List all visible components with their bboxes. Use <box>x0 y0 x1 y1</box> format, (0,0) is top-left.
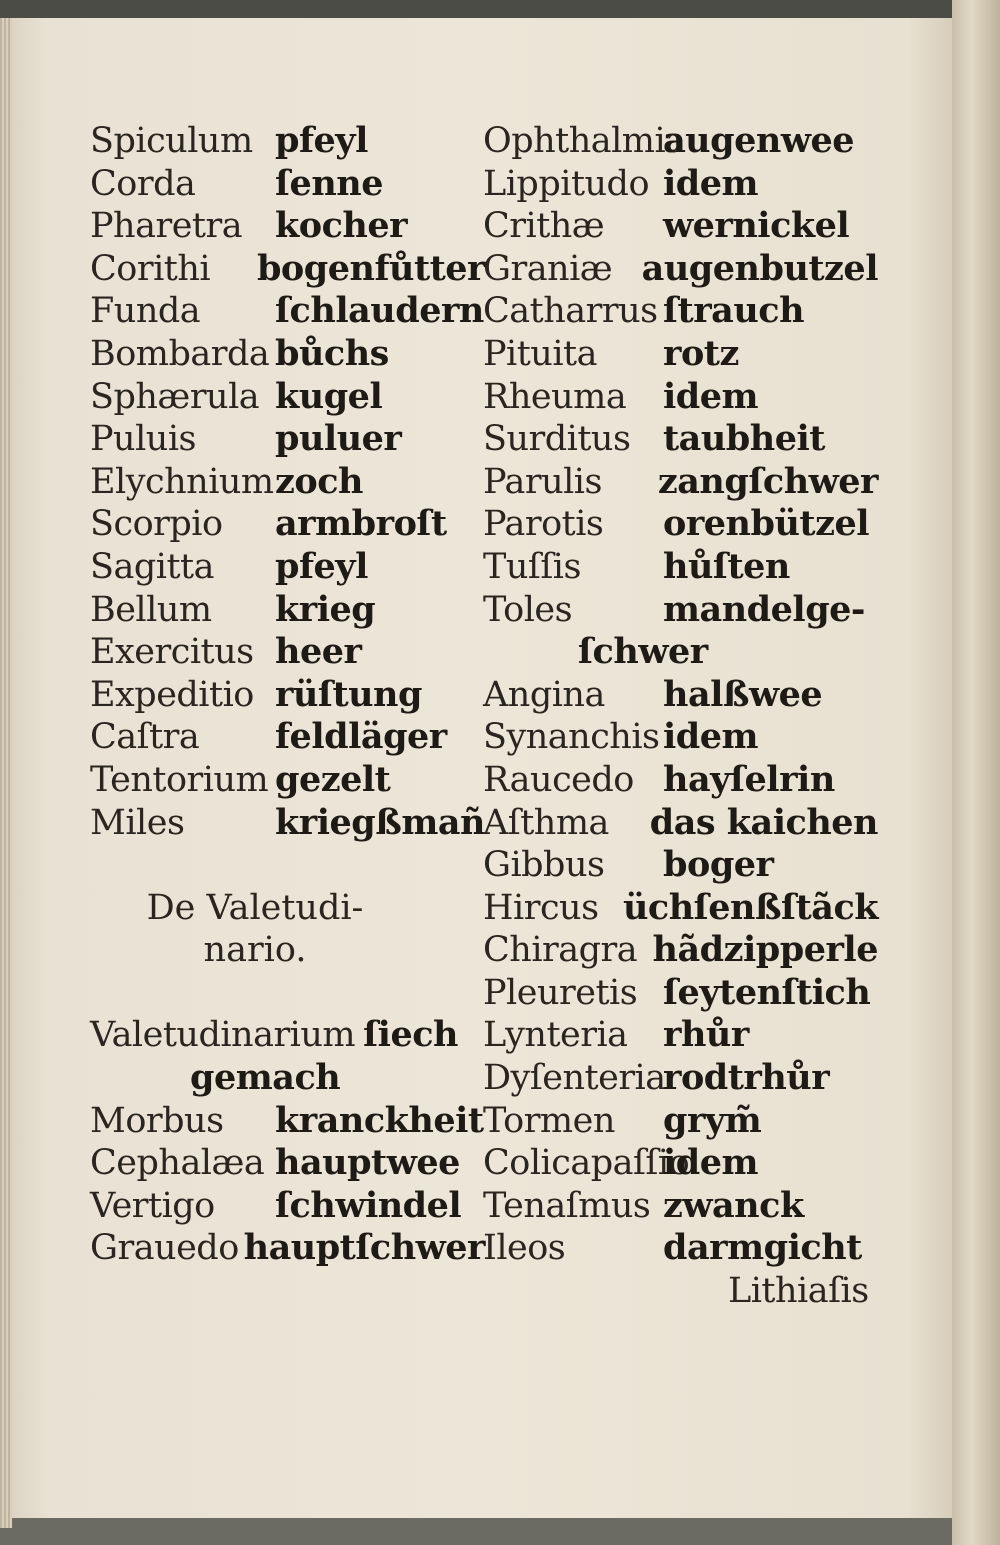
german-term: grym̃ <box>663 1099 762 1141</box>
entry-row <box>483 844 878 887</box>
german-term: hůſten <box>663 545 790 587</box>
latin-term: Morbus <box>90 1100 224 1141</box>
entry-row <box>90 631 485 674</box>
latin-term: Toles <box>483 589 573 630</box>
entry-row <box>90 1014 485 1057</box>
latin-term: Lippitudo <box>483 163 650 204</box>
german-term: augenwee <box>663 120 854 161</box>
latin-term: Catharrus <box>483 291 658 332</box>
german-term: kocher <box>275 205 408 247</box>
heading-line-2: nario. <box>203 930 307 971</box>
german-term: puluer <box>275 418 402 460</box>
german-term: rodtrhůr <box>663 1057 830 1099</box>
entry-row <box>90 333 485 376</box>
latin-term: Dyſenteria <box>483 1058 666 1099</box>
german-term: krieg <box>275 588 376 630</box>
latin-term: Bellum <box>90 589 212 630</box>
entry-row <box>90 376 485 419</box>
german-term-continuation: gemach <box>190 1057 341 1099</box>
latin-term: Pleuretis <box>483 972 638 1013</box>
latin-term: Lynteria <box>483 1015 628 1056</box>
latin-term: Tenaſmus <box>483 1185 651 1226</box>
german-term: pfeyl <box>275 545 368 587</box>
german-term: zangſchwer <box>657 460 878 502</box>
german-term: kriegßmañ <box>275 801 485 843</box>
german-term: gezelt <box>275 758 391 800</box>
german-term: zwanck <box>663 1184 804 1226</box>
german-term: zoch <box>275 460 363 502</box>
german-term: ſenne <box>275 162 383 204</box>
german-term: taubheit <box>663 418 825 460</box>
german-term: hauptwee <box>275 1142 460 1184</box>
latin-term: Valetudinarium <box>90 1015 356 1056</box>
latin-term: Ileos <box>483 1228 566 1269</box>
latin-term: Tuſſis <box>483 546 581 587</box>
right-column <box>483 120 878 1313</box>
latin-term: Surditus <box>483 419 631 460</box>
german-term: feldläger <box>275 716 447 758</box>
entry-row <box>483 461 878 504</box>
latin-term: Sagitta <box>90 546 214 587</box>
german-term: halßwee <box>663 673 823 715</box>
entry-row <box>90 1227 485 1270</box>
entry-row <box>483 248 878 291</box>
entry-row <box>483 929 878 972</box>
entry-row <box>90 589 485 632</box>
german-term: kugel <box>275 375 383 417</box>
german-term: rhůr <box>663 1014 749 1056</box>
latin-term: Hircus <box>483 887 599 928</box>
entry-row <box>90 461 485 504</box>
latin-term: Chiragra <box>483 930 638 971</box>
latin-term: Caſtra <box>90 717 200 758</box>
german-term: darmgicht <box>663 1227 862 1269</box>
latin-term: Rheuma <box>483 376 627 417</box>
german-term: hauptſchwer <box>243 1227 485 1269</box>
german-term: idem <box>663 716 759 758</box>
entry-row <box>90 503 485 546</box>
german-term: mandelge- <box>663 588 865 630</box>
entry-row <box>483 716 878 759</box>
entry-row <box>90 163 485 206</box>
latin-term: Cephalæa <box>90 1143 265 1184</box>
entry-row <box>483 333 878 376</box>
latin-term: Angina <box>483 674 605 715</box>
latin-term: Synanchis <box>483 717 660 758</box>
latin-term: Colicapaſſio <box>483 1143 690 1184</box>
entry-row <box>483 290 878 333</box>
latin-term: Corithi <box>90 248 211 289</box>
latin-term: Scorpio <box>90 504 223 545</box>
entry-row <box>483 972 878 1015</box>
latin-term: Gibbus <box>483 845 605 886</box>
latin-term: Spiculum <box>90 121 253 161</box>
german-term: augenbutzel <box>641 247 878 289</box>
latin-term: Parulis <box>483 461 602 502</box>
german-term: idem <box>663 162 759 204</box>
german-term: das kaichen <box>649 801 878 843</box>
german-term: ſeytenſtich <box>663 971 871 1013</box>
latin-term: Puluis <box>90 419 196 460</box>
latin-term: Elychnium <box>90 461 274 502</box>
german-term: kranckheit <box>275 1099 484 1141</box>
latin-term: Tentorium <box>90 759 269 800</box>
latin-term: Aſthma <box>483 802 609 843</box>
latin-term: Graniæ <box>483 248 613 289</box>
german-term: idem <box>663 375 759 417</box>
latin-term: Corda <box>90 163 196 204</box>
german-term: idem <box>663 1142 759 1184</box>
german-term: wernickel <box>663 205 850 247</box>
german-term-continuation: ſchwer <box>578 631 708 673</box>
entry-row <box>483 674 878 717</box>
entry-row <box>483 546 878 589</box>
latin-term: Exercitus <box>90 632 254 673</box>
german-term: hayſelrin <box>663 758 835 800</box>
entry-row <box>483 1100 878 1143</box>
german-term: armbroſt <box>275 503 447 545</box>
german-term: orenbützel <box>663 503 870 545</box>
latin-term: Parotis <box>483 504 604 545</box>
entry-row <box>483 376 878 419</box>
latin-term: Ophthalmia <box>483 121 686 161</box>
latin-term: Grauedo <box>90 1228 239 1269</box>
entry-row <box>483 1014 878 1057</box>
entry-row <box>90 802 485 845</box>
latin-term: Bombarda <box>90 333 270 374</box>
german-term: ſchwindel <box>275 1184 462 1226</box>
entry-row <box>90 205 485 248</box>
entry-row <box>90 418 485 461</box>
entry-row <box>90 546 485 589</box>
german-term: ſiech <box>363 1014 458 1056</box>
latin-term: Crithæ <box>483 206 605 247</box>
german-term: pfeyl <box>275 120 368 161</box>
entry-row <box>483 503 878 546</box>
entry-row <box>483 120 878 163</box>
german-term: boger <box>663 844 774 886</box>
entry-row <box>90 290 485 333</box>
entry-row <box>90 1142 485 1185</box>
entry-row <box>483 418 878 461</box>
catchword: Lithiaſis <box>728 1271 869 1312</box>
entry-row <box>483 589 878 632</box>
entry-row <box>90 716 485 759</box>
german-term: üchſenßſtãck <box>622 886 878 928</box>
page-stack-edge <box>0 18 12 1528</box>
german-term: bogenfůtter <box>256 247 485 289</box>
entry-row <box>483 205 878 248</box>
latin-term: Sphærula <box>90 376 260 417</box>
latin-term: Tormen <box>483 1100 615 1141</box>
german-term: rotz <box>663 332 739 374</box>
entry-row <box>90 759 485 802</box>
entry-row <box>90 1100 485 1143</box>
heading-line-1: De Valetudi- <box>146 887 364 928</box>
german-term: ſtrauch <box>663 290 805 332</box>
entry-row <box>483 759 878 802</box>
entry-row <box>483 1227 878 1270</box>
latin-term: Pharetra <box>90 206 243 247</box>
entry-row <box>90 674 485 717</box>
entry-row <box>90 1185 485 1228</box>
entry-row <box>483 163 878 206</box>
german-term: rüſtung <box>275 673 422 715</box>
german-term: hãdzipperle <box>652 929 878 971</box>
latin-term: Pituita <box>483 333 597 374</box>
entry-row <box>483 1057 878 1100</box>
book-top-edge <box>0 0 1000 20</box>
latin-term: Vertigo <box>90 1185 215 1226</box>
left-column <box>90 120 485 1270</box>
entry-row <box>483 1142 878 1185</box>
german-term: heer <box>275 631 362 673</box>
section-heading <box>90 887 485 930</box>
entry-row <box>483 1185 878 1228</box>
german-term: ſchlaudern <box>275 290 484 332</box>
latin-term: Miles <box>90 802 185 843</box>
latin-term: Expeditio <box>90 674 254 715</box>
book-right-edge <box>952 0 1000 1545</box>
entry-row <box>483 802 878 845</box>
latin-term: Funda <box>90 291 201 332</box>
german-term: bůchs <box>275 332 389 374</box>
entry-row <box>483 887 878 930</box>
entry-row <box>90 248 485 291</box>
latin-term: Raucedo <box>483 759 634 800</box>
entry-row <box>90 120 485 163</box>
